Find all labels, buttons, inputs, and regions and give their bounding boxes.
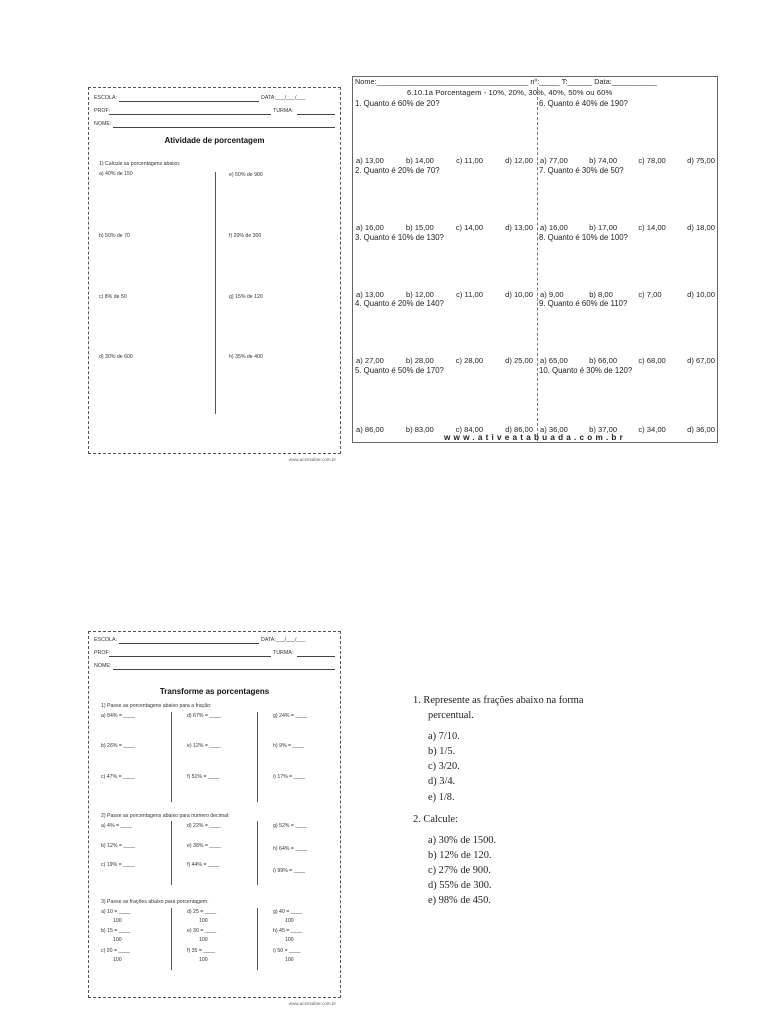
s3-c: c) 20 = ____ xyxy=(101,948,130,954)
option-d[interactable]: d) 10,00 xyxy=(687,290,715,299)
option-a[interactable]: a) 77,00 xyxy=(540,156,568,165)
escola-line xyxy=(119,101,259,102)
q2-item-d: d) 55% de 300. xyxy=(428,880,492,891)
item-c: c) 8% de 50 xyxy=(99,294,127,300)
option-a[interactable]: a) 9,00 xyxy=(540,290,564,299)
nome-label: NOME: xyxy=(94,663,112,669)
worksheet-ativeatabuada xyxy=(352,76,718,443)
option-a[interactable]: a) 86,00 xyxy=(356,425,384,434)
option-a[interactable]: a) 16,00 xyxy=(540,223,568,232)
option-c[interactable]: c) 11,00 xyxy=(456,156,483,165)
item-f: f) 20% de 300 xyxy=(229,233,262,239)
question-9: 9. Quanto é 60% de 110? xyxy=(539,299,628,308)
s1-i: i) 17% = ____ xyxy=(273,774,306,780)
q1-item-c: c) 3/20. xyxy=(428,761,460,772)
s2-c: c) 19% = ____ xyxy=(101,862,135,868)
prof-line xyxy=(109,656,271,657)
s3-e-den: 100 xyxy=(199,937,208,943)
options-q7 xyxy=(540,223,715,232)
question-10: 10. Quanto é 30% de 120? xyxy=(539,366,633,375)
item-e: e) 50% de 900 xyxy=(229,172,263,178)
prof-label: PROF: xyxy=(94,650,111,656)
option-c[interactable]: c) 68,00 xyxy=(638,356,666,365)
option-a[interactable]: a) 13,00 xyxy=(356,156,384,165)
s3-g-den: 100 xyxy=(285,918,294,924)
divider-1b xyxy=(257,712,258,802)
question-6: 6. Quanto é 40% de 190? xyxy=(539,99,628,108)
sheet2-header-line: Nome:_____________________________________ nº:_____ T:______ Data:___________ xyxy=(355,77,657,86)
sheet2-column-divider xyxy=(537,87,538,441)
q1-item-e: e) 1/8. xyxy=(428,792,455,803)
q1-item-d: d) 3/4. xyxy=(428,776,456,787)
s2-b: b) 12% = ____ xyxy=(101,843,135,849)
s1-e: e) 12% = ____ xyxy=(187,743,221,749)
s1-d: d) 67% = ____ xyxy=(187,713,221,719)
question-2: 2. Quanto é 20% de 70? xyxy=(355,166,440,175)
option-b[interactable]: b) 8,00 xyxy=(589,290,613,299)
s1-g: g) 24% = ____ xyxy=(273,713,307,719)
section-1-instruction: 1) Passe as porcentagens abaixo para a fração: xyxy=(101,703,212,709)
nome-label: NOME: xyxy=(94,121,112,127)
option-d[interactable]: d) 36,00 xyxy=(687,425,715,434)
option-d[interactable]: d) 12,00 xyxy=(505,156,533,165)
option-b[interactable]: b) 17,00 xyxy=(589,223,618,232)
q2-item-c: c) 27% de 900. xyxy=(428,865,491,876)
sheet2-title: 6.10.1a Porcentagem - 10%, 20%, 30%, 40%, 50% ou 60% xyxy=(407,88,613,97)
option-c[interactable]: c) 11,00 xyxy=(456,290,483,299)
worksheet-title: Transforme as porcentagens xyxy=(159,687,270,696)
s3-d: d) 25 = ____ xyxy=(187,909,217,915)
option-d[interactable]: d) 75,00 xyxy=(687,156,715,165)
s3-i-den: 100 xyxy=(285,957,294,963)
divider-2a xyxy=(171,821,172,885)
option-b[interactable]: b) 37,00 xyxy=(589,425,618,434)
option-a[interactable]: a) 27,00 xyxy=(356,356,384,365)
question-5: 5. Quanto é 50% de 170? xyxy=(355,366,444,375)
item-g: g) 15% de 120 xyxy=(229,294,263,300)
question-8: 8. Quanto é 10% de 100? xyxy=(539,233,628,242)
section-2-instruction: 2) Passe as porcentagens abaixo para numero decimal: xyxy=(101,813,230,819)
option-c[interactable]: c) 78,00 xyxy=(638,156,666,165)
s1-c: c) 47% = ____ xyxy=(101,774,135,780)
s1-f: f) 51% = ____ xyxy=(187,774,220,780)
option-c[interactable]: c) 34,00 xyxy=(638,425,666,434)
s1-a: a) 84% = ____ xyxy=(101,713,135,719)
question-1-line-2: percentual. xyxy=(428,710,474,721)
worksheet-atividade-porcentagem xyxy=(88,87,341,462)
s3-a-den: 100 xyxy=(113,918,122,924)
divider-3a xyxy=(171,908,172,970)
item-b: b) 50% de 70 xyxy=(99,233,130,239)
options-q1 xyxy=(356,156,533,165)
q2-item-e: e) 98% de 450. xyxy=(428,895,491,906)
s2-h: h) 64% = ____ xyxy=(273,846,307,852)
s3-d-den: 100 xyxy=(199,918,208,924)
divider-3b xyxy=(257,908,258,970)
q1-item-b: b) 1/5. xyxy=(428,746,456,757)
option-b[interactable]: b) 28,00 xyxy=(405,356,434,365)
worksheet-title: Atividade de porcentagem xyxy=(164,136,265,145)
option-d[interactable]: d) 25,00 xyxy=(505,356,533,365)
q2-item-b: b) 12% de 120. xyxy=(428,850,492,861)
q1-item-a: a) 7/10. xyxy=(428,731,460,742)
option-d[interactable]: d) 86,00 xyxy=(505,425,533,434)
option-c[interactable]: c) 14,00 xyxy=(638,223,666,232)
s2-i: i) 99% = ____ xyxy=(273,868,306,874)
turma-label: TURMA: xyxy=(273,650,294,656)
option-b[interactable]: b) 83,00 xyxy=(405,425,434,434)
column-divider xyxy=(215,172,216,414)
option-b[interactable]: b) 74,00 xyxy=(589,156,618,165)
option-c[interactable]: c) 7,00 xyxy=(638,290,662,299)
options-q8 xyxy=(540,290,715,299)
credit-text: www.acessaber.com.br xyxy=(288,1001,336,1006)
q2-item-a: a) 30% de 1500. xyxy=(428,835,497,846)
option-a[interactable]: a) 16,00 xyxy=(356,223,384,232)
option-b[interactable]: b) 12,00 xyxy=(406,290,434,299)
s2-e: e) 38% = ____ xyxy=(187,843,221,849)
s2-f: f) 44% = ____ xyxy=(187,862,220,868)
s3-a: a) 10 = ____ xyxy=(101,909,131,915)
s2-g: g) 52% = ____ xyxy=(273,823,307,829)
option-b[interactable]: b) 15,00 xyxy=(405,223,434,232)
s3-f: f) 35 = ____ xyxy=(187,948,215,954)
worksheet-transforme-porcentagens xyxy=(88,631,341,1006)
s3-c-den: 100 xyxy=(113,957,122,963)
escola-label: ESCOLA: xyxy=(94,95,117,101)
turma-label: TURMA: xyxy=(273,108,294,114)
escola-line xyxy=(119,643,259,644)
options-q4 xyxy=(356,356,533,365)
s2-d: d) 22% = ____ xyxy=(187,823,221,829)
option-b[interactable]: b) 14,00 xyxy=(406,156,434,165)
option-d[interactable]: d) 18,00 xyxy=(687,223,715,232)
s3-g: g) 40 = ____ xyxy=(273,909,303,915)
sheet2-footer-site: www.ativeatabuada.com.br xyxy=(443,433,627,442)
credit-text: www.acessaber.com.br xyxy=(288,457,336,462)
option-a[interactable]: a) 13,00 xyxy=(356,290,384,299)
question-1: 1. Quanto é 60% de 20? xyxy=(355,99,440,108)
instruction: 1) Calcule as porcentagens abaixo: xyxy=(99,161,181,167)
option-d[interactable]: d) 67,00 xyxy=(687,356,715,365)
option-b[interactable]: b) 66,00 xyxy=(589,356,618,365)
s1-h: h) 9% = ____ xyxy=(273,743,305,749)
question-3: 3. Quanto é 10% de 130? xyxy=(355,233,444,242)
prof-line xyxy=(109,114,271,115)
option-c[interactable]: c) 84,00 xyxy=(455,425,484,434)
question-2: 2. Calcule: xyxy=(413,814,459,825)
option-a[interactable]: a) 36,00 xyxy=(540,425,568,434)
question-4: 4. Quanto é 20% de 140? xyxy=(355,299,444,308)
item-h: h) 35% de 400 xyxy=(229,354,263,360)
s3-i: i) 50 = ____ xyxy=(273,948,301,954)
option-c[interactable]: c) 14,00 xyxy=(455,223,484,232)
item-d: d) 30% de 600 xyxy=(99,354,133,360)
options-q6 xyxy=(540,156,715,165)
s2-a: a) 4% = ____ xyxy=(101,823,133,829)
s3-b: b) 15 = ____ xyxy=(101,928,131,934)
options-q3 xyxy=(356,290,533,299)
option-d[interactable]: d) 13,00 xyxy=(505,223,533,232)
s3-h-den: 100 xyxy=(285,937,294,943)
s3-f-den: 100 xyxy=(199,957,208,963)
divider-2b xyxy=(257,821,258,885)
option-a[interactable]: a) 65,00 xyxy=(540,356,568,365)
question-7: 7. Quanto é 30% de 50? xyxy=(539,166,624,175)
turma-line xyxy=(297,656,335,657)
data-label: DATA:___/___/___ xyxy=(261,637,306,643)
divider-1a xyxy=(171,712,172,802)
options-q2 xyxy=(356,223,533,232)
escola-label: ESCOLA: xyxy=(94,637,117,643)
option-c[interactable]: c) 28,00 xyxy=(455,356,484,365)
section-3-instruction: 3) Passe as frações abaixo para porcentagem: xyxy=(101,899,209,905)
data-label: DATA:___/___/___ xyxy=(261,95,306,101)
s3-h: h) 45 = ____ xyxy=(273,928,303,934)
question-1-line-1: 1. Represente as frações abaixo na forma xyxy=(413,695,584,706)
nome-line xyxy=(113,127,335,128)
option-d[interactable]: d) 10,00 xyxy=(505,290,533,299)
nome-line xyxy=(113,669,335,670)
s3-e: e) 30 = ____ xyxy=(187,928,217,934)
s1-b: b) 26% = ____ xyxy=(101,743,135,749)
turma-line xyxy=(297,114,335,115)
options-q9 xyxy=(540,356,715,365)
item-a: a) 40% de 150 xyxy=(99,171,133,177)
prof-label: PROF: xyxy=(94,108,111,114)
s3-b-den: 100 xyxy=(113,937,122,943)
